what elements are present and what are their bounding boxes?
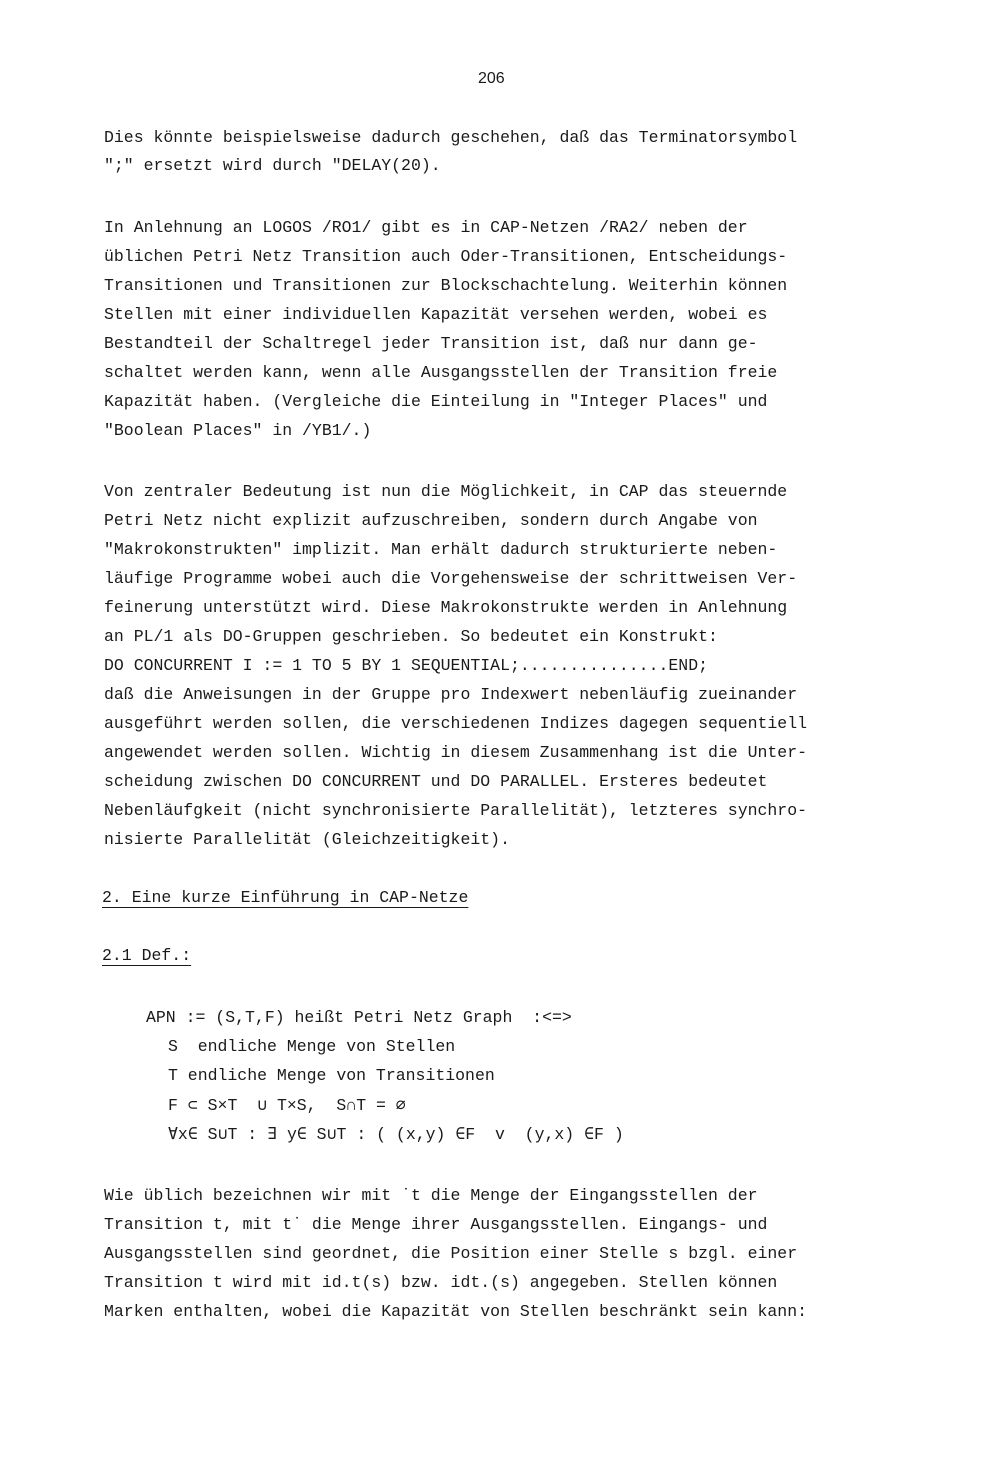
paragraph-line: angewendet werden sollen. Wichtig in diesem Zusammenhang ist die Unter- bbox=[104, 743, 808, 762]
paragraph-line: Petri Netz nicht explizit aufzuschreiben, sondern durch Angabe von bbox=[104, 511, 758, 530]
paragraph-line: nisierte Parallelität (Gleichzeitigkeit). bbox=[104, 830, 510, 849]
paragraph-line: Transition t wird mit id.t(s) bzw. idt.(s) angegeben. Stellen können bbox=[104, 1273, 778, 1292]
paragraph-line: Ausgangsstellen sind geordnet, die Position einer Stelle s bzgl. einer bbox=[104, 1244, 798, 1263]
paragraph-line: Nebenläufgkeit (nicht synchronisierte Parallelität), letzteres synchro- bbox=[104, 801, 808, 820]
paragraph-line: läufige Programme wobei auch die Vorgehensweise der schrittweisen Ver- bbox=[104, 569, 798, 588]
paragraph-line: an PL/1 als DO-Gruppen geschrieben. So bedeutet ein Konstrukt: bbox=[104, 627, 718, 646]
definition-line: APN := (S,T,F) heißt Petri Netz Graph :<=> bbox=[146, 1008, 572, 1027]
definition-line: S endliche Menge von Stellen bbox=[168, 1037, 456, 1056]
paragraph-line: Kapazität haben. (Vergleiche die Einteilung in "Integer Places" und bbox=[104, 392, 768, 411]
paragraph-line: Von zentraler Bedeutung ist nun die Möglichkeit, in CAP das steuernde bbox=[104, 482, 788, 501]
paragraph-line: üblichen Petri Netz Transition auch Oder-Transitionen, Entscheidungs- bbox=[104, 247, 788, 266]
paragraph-line: feinerung unterstützt wird. Diese Makrokonstrukte werden in Anlehnung bbox=[104, 598, 788, 617]
paragraph-line: ausgeführt werden sollen, die verschiedenen Indizes dagegen sequentiell bbox=[104, 714, 808, 733]
paragraph-line: Stellen mit einer individuellen Kapazität versehen werden, wobei es bbox=[104, 305, 768, 324]
paragraph-line: Transition t, mit t˙ die Menge ihrer Ausgangsstellen. Eingangs- und bbox=[104, 1215, 768, 1234]
section-heading: 2. Eine kurze Einführung in CAP-Netze bbox=[102, 888, 469, 907]
definition-line: ∀x∈ S∪T : ∃ y∈ S∪T : ( (x,y) ∈F v (y,x) ∈F ) bbox=[168, 1125, 624, 1144]
paragraph-line: Dies könnte beispielsweise dadurch geschehen, daß das Terminatorsymbol bbox=[104, 128, 798, 147]
definition-line: T endliche Menge von Transitionen bbox=[168, 1066, 495, 1085]
paragraph-line: Bestandteil der Schaltregel jeder Transition ist, daß nur dann ge- bbox=[104, 334, 758, 353]
definition-heading: 2.1 Def.: bbox=[102, 946, 192, 965]
paragraph-line: scheidung zwischen DO CONCURRENT und DO PARALLEL. Ersteres bedeutet bbox=[104, 772, 768, 791]
paragraph-line: schaltet werden kann, wenn alle Ausgangsstellen der Transition freie bbox=[104, 363, 778, 382]
page-number: 206 bbox=[478, 70, 505, 87]
paragraph-line: In Anlehnung an LOGOS /RO1/ gibt es in CAP-Netzen /RA2/ neben der bbox=[104, 218, 748, 237]
paragraph-line: "Makrokonstrukten" implizit. Man erhält dadurch strukturierte neben- bbox=[104, 540, 778, 559]
paragraph-line: daß die Anweisungen in der Gruppe pro Indexwert nebenläufig zueinander bbox=[104, 685, 798, 704]
paragraph-line: Transitionen und Transitionen zur Blockschachtelung. Weiterhin können bbox=[104, 276, 788, 295]
definition-line: F ⊂ S×T ∪ T×S, S∩T = ∅ bbox=[168, 1096, 406, 1115]
paragraph-line: ";" ersetzt wird durch "DELAY(20). bbox=[104, 156, 441, 175]
paragraph-line: Wie üblich bezeichnen wir mit ˙t die Menge der Eingangsstellen der bbox=[104, 1186, 758, 1205]
code-line: DO CONCURRENT I := 1 TO 5 BY 1 SEQUENTIAL;...............END; bbox=[104, 656, 708, 675]
paragraph-line: "Boolean Places" in /YB1/.) bbox=[104, 421, 372, 440]
paragraph-line: Marken enthalten, wobei die Kapazität von Stellen beschränkt sein kann: bbox=[104, 1302, 808, 1321]
